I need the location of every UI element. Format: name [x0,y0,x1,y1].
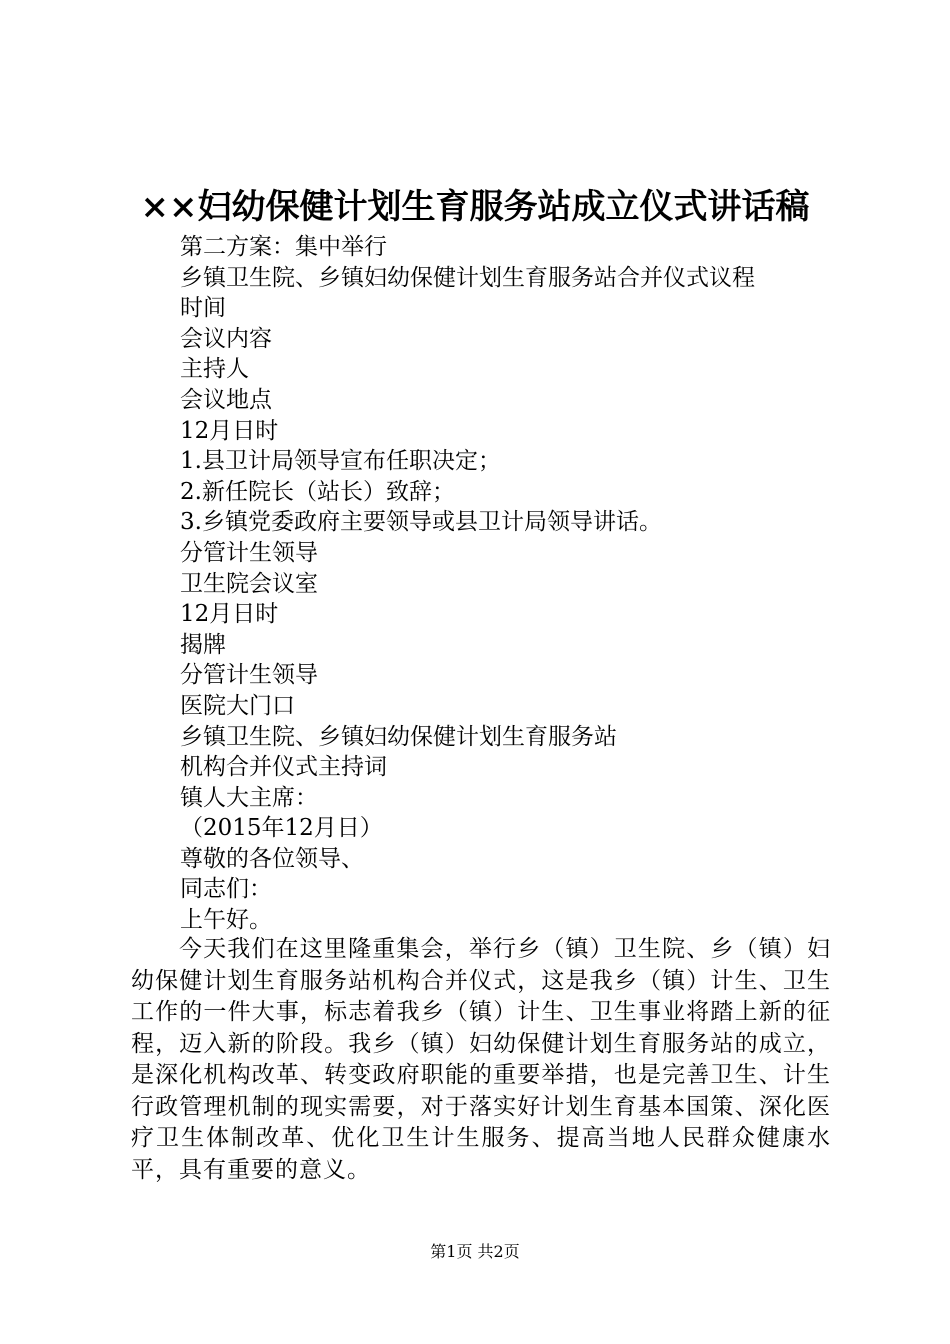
body-paragraph: 今天我们在这里隆重集会，举行乡（镇）卫生院、乡（镇）妇幼保健计划生育服务站机构合并仪式，这是我乡（镇）计生、卫生工作的一件大事，标志着我乡（镇）计生、卫生事业将踏上新的征程，迈入新的阶段。我乡（镇）妇幼保健计划生育服务站的成立，是深化机构改革、转变政府职能的重要举措，也是完善卫生、计生行政管理机制的现实需要，对于落实好计划生育基本国策、深化医疗卫生体制改革、优化卫生计生服务、提高当地人民群众健康水平，具有重要的意义。 [131,936,831,1183]
document-line: 医院大门口 [180,692,295,719]
document-line: 揭牌 [180,631,226,658]
page-footer: 第1页 共2页 [430,1242,520,1261]
document-line: 尊敬的各位领导、 [180,845,364,872]
document-line: 上午好。 [180,907,272,934]
document-line: 机构合并仪式主持词 [180,754,387,781]
document-line: （2015年12月日） [180,815,383,842]
document-title: ××妇幼保健计划生育服务站成立仪式讲话稿 [140,187,810,227]
document-line-list [180,232,840,936]
document-line: 会议地点 [180,386,272,413]
document-line: 会议内容 [180,325,272,352]
document-line: 3.乡镇党委政府主要领导或县卫计局领导讲话。 [180,509,662,536]
document-line: 卫生院会议室 [180,570,318,597]
document-line: 第二方案：集中举行 [180,234,387,260]
document-line: 12月日时 [180,601,279,628]
document-line: 同志们： [180,876,272,903]
document-line: 分管计生领导 [180,662,318,689]
document-line: 分管计生领导 [180,539,318,566]
document-line: 乡镇卫生院、乡镇妇幼保健计划生育服务站 [180,723,617,750]
document-line: 12月日时 [180,417,279,444]
document-line: 主持人 [180,356,249,383]
document-line: 镇人大主席： [180,784,318,811]
document-line: 2.新任院长（站长）致辞； [180,478,455,505]
document-line: 1.县卫计局领导宣布任职决定； [180,448,501,475]
document-line: 乡镇卫生院、乡镇妇幼保健计划生育服务站合并仪式议程 [180,264,755,291]
document-line: 时间 [180,295,226,322]
